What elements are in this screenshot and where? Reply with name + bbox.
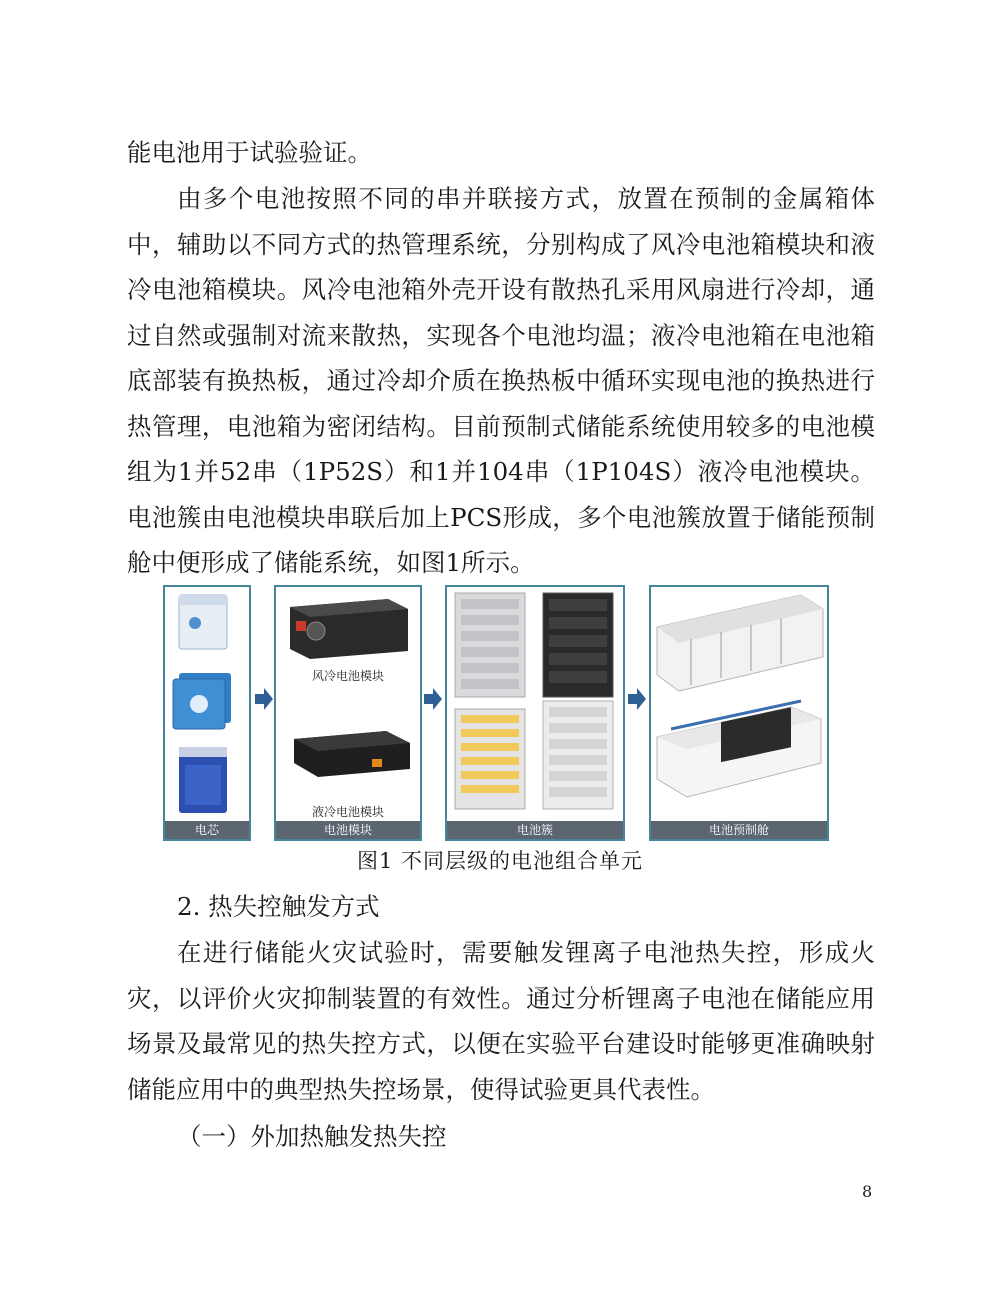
- section-heading-trigger-methods: 2. 热失控触发方式: [177, 892, 380, 921]
- arrow-right-icon: [255, 688, 273, 710]
- panel-label-cabin: 电池预制舱: [651, 821, 827, 839]
- panel-battery-cluster: [445, 585, 625, 841]
- panel-battery-cabin: [649, 585, 829, 841]
- panel-label-cell: 电芯: [165, 821, 249, 839]
- label-air-cooled-module: 风冷电池模块: [311, 669, 384, 683]
- figure-battery-levels: [163, 585, 831, 843]
- arrow-shape: [628, 688, 646, 710]
- arrow-shape: [424, 688, 442, 710]
- paragraph-continued: 能电池用于试验验证。: [127, 138, 372, 167]
- figure-caption: 图1 不同层级的电池组合单元: [356, 849, 644, 873]
- arrow-shape: [255, 688, 273, 710]
- panel-battery-cell: [163, 585, 251, 841]
- paragraph-trigger-methods: 在进行储能火灾试验时，需要触发锂离子电池热失控，形成火灾，以评价火灾抑制装置的有效性。通过分析锂离子电池在储能应用场景及最常见的热失控方式，以便在实验平台建设时能够更准确映射储能应用中的典型热失控场景，使得试验更具代表性。: [127, 938, 875, 1104]
- battery-cabin-illustration: [651, 587, 827, 823]
- panel-label-module: 电池模块: [276, 821, 420, 839]
- label-liquid-cooled-module: 液冷电池模块: [311, 805, 384, 819]
- battery-cluster-illustration: [447, 587, 623, 823]
- battery-cell-illustration: [165, 587, 249, 823]
- subsection-heading-external-heating: （一）外加热触发热失控: [177, 1122, 447, 1151]
- battery-module-illustration: [276, 587, 420, 823]
- arrow-right-icon: [424, 688, 442, 710]
- panel-label-cluster: 电池簇: [447, 821, 623, 839]
- page-number: 8: [862, 1182, 873, 1201]
- paragraph-battery-composition: 由多个电池按照不同的串并联接方式，放置在预制的金属箱体中，辅助以不同方式的热管理系统，分别构成了风冷电池箱模块和液冷电池箱模块。风冷电池箱外壳开设有散热孔采用风扇进行冷却，通过自然或强制对流来散热，实现各个电池均温；液冷电池箱在电池箱底部装有换热板，通过冷却介质在换热板中循环实现电池的换热进行热管理，电池箱为密闭结构。目前预制式储能系统使用较多的电池模组为1并52串（1P52S）和1并104串（1P104S）液冷电池模块。电池簇由电池模块串联后加上PCS形成，多个电池簇放置于储能预制舱中便形成了储能系统，如图1所示。: [127, 184, 875, 577]
- arrow-right-icon: [628, 688, 646, 710]
- panel-battery-module: [274, 585, 422, 841]
